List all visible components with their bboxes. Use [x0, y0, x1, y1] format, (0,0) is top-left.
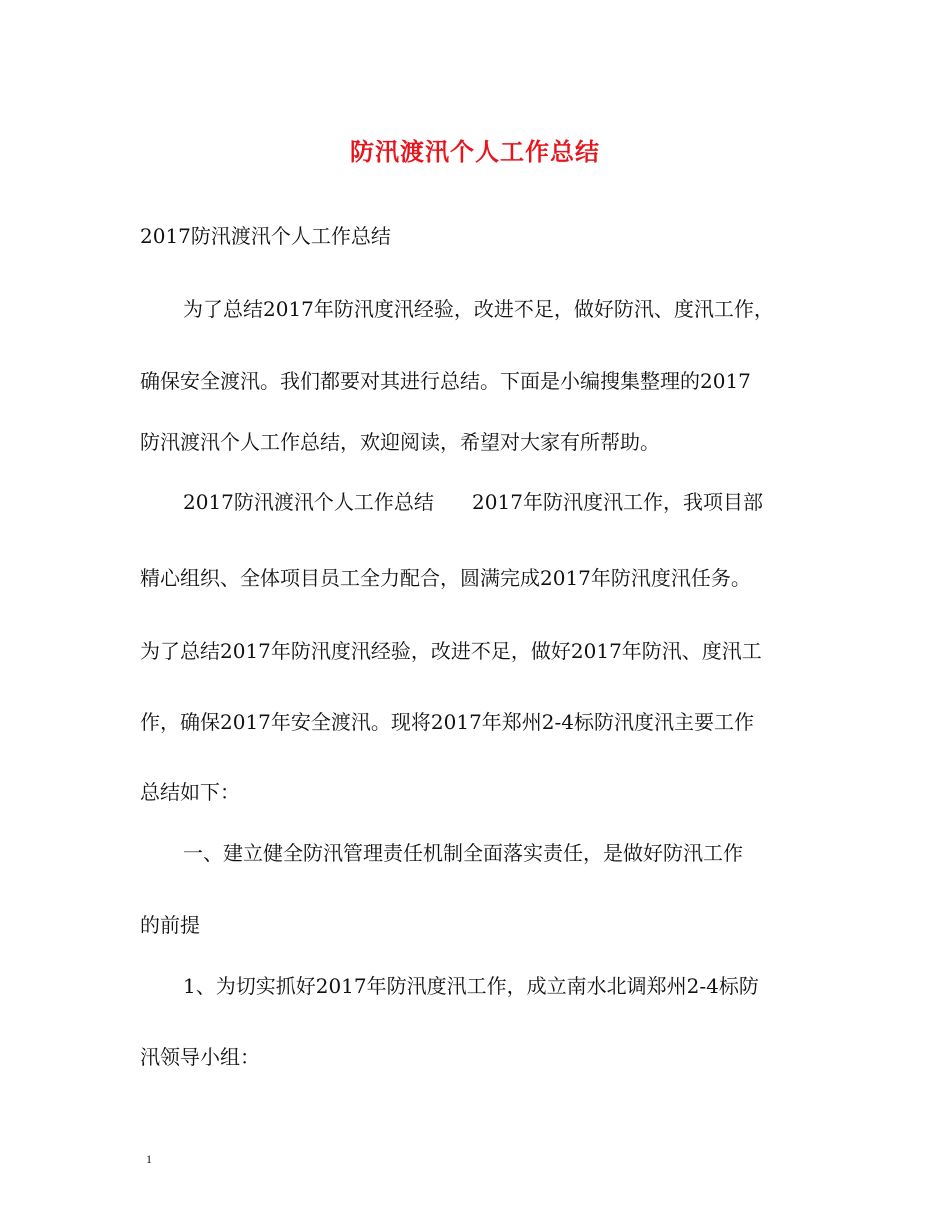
text-line: 汛领导小组： — [140, 1045, 260, 1069]
text-line: 1、为切实抓好2017年防汛度汛工作，成立南水北调郑州2-4标防 — [183, 974, 759, 998]
text-line: 为了总结2017年防汛度汛经验，改进不足，做好2017年防汛、度汛工 — [140, 639, 762, 663]
text-line: 2017防汛渡汛个人工作总结 — [140, 224, 391, 248]
text-line: 的前提 — [140, 913, 200, 937]
document-title: 防汛渡汛个人工作总结 — [350, 137, 600, 166]
text-line: 一、建立健全防汛管理责任机制全面落实责任，是做好防汛工作 — [183, 841, 743, 865]
text-line: 为了总结2017年防汛度汛经验，改进不足，做好防汛、度汛工作， — [183, 297, 774, 321]
text-line: 精心组织、全体项目员工全力配合，圆满完成2017年防汛度汛任务。 — [140, 566, 751, 590]
page-number: 1 — [146, 1152, 152, 1166]
text-line: 作，确保2017年安全渡汛。现将2017年郑州2-4标防汛度汛主要工作 — [140, 710, 755, 734]
text-line: 2017防汛渡汛个人工作总结 2017年防汛度汛工作，我项目部 — [183, 490, 763, 514]
text-line: 防汛渡汛个人工作总结，欢迎阅读，希望对大家有所帮助。 — [140, 430, 660, 454]
text-line: 确保安全渡汛。我们都要对其进行总结。下面是小编搜集整理的2017 — [140, 369, 751, 393]
text-line: 总结如下： — [140, 780, 240, 804]
